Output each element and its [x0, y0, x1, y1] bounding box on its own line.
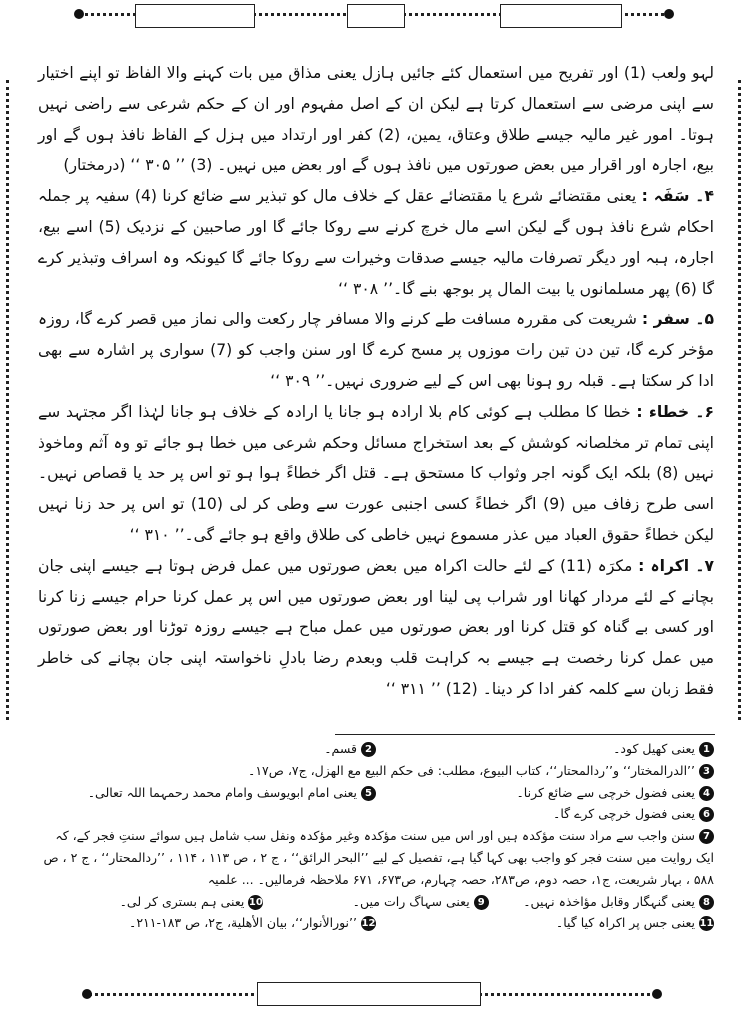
main-text [38, 58, 714, 705]
footnote-number: 7 [699, 829, 714, 844]
footnote-number: 9 [474, 895, 489, 910]
paragraph-lead: ۵۔ سفر : [641, 310, 714, 329]
footnote-text: قسم۔ [324, 741, 357, 756]
footnotes [38, 738, 714, 934]
footnote-text: یعنی ہم بستری کر لی۔ [119, 893, 245, 909]
footnote-6 [38, 803, 714, 825]
footnote-number: 8 [699, 895, 714, 910]
footnote-4 [376, 782, 714, 804]
header-box-center [347, 4, 405, 28]
footnote-8 [489, 891, 714, 913]
footnote-5 [38, 782, 376, 804]
paragraph-ikrah [38, 551, 714, 705]
footer-left-ornament [82, 989, 92, 999]
footnote-number: 6 [699, 807, 714, 822]
footer-box [257, 982, 481, 1006]
footnote-separator [335, 734, 715, 735]
paragraph-body: یعنی مقتضائے شرع یا مقتضائے عقل کے خلاف مال کو تبذیر سے ضائع کرنا (4) سفیہ پر جملہ احکام شرع نافذ ہوں گے لیکن اسے مال خرچ کرنے سے روکا جائے گا اور صاحبین کے نزدیک (5) اسے بیع، اجارہ، ہبہ اور دیگر تصرفات مالیہ جیسے صدقات وخیرات سے روکا جائے گا کیونکہ وہ اسراف وتبذیر کرے گا (6) پھر مسلمانوں یا بیت المال پر بوجھ بنے گا۔’’ ۳۰۸ ‘‘ [38, 187, 714, 298]
footnote-text: یعنی کھیل کود۔ [613, 741, 695, 756]
footer-right-ornament [652, 989, 662, 999]
footnote-11 [376, 912, 714, 934]
right-dotted-border [738, 80, 741, 720]
paragraph-safah [38, 181, 714, 304]
paragraph-body: خطا کا مطلب ہے کوئی کام بلا ارادہ ہو جانا یا ارادہ کے خلاف ہو جانا لہٰذا اگر مجتہد سے اپنی تمام تر مخلصانہ کوشش کے بعد استخراج مسائل وحکم شرعی میں خطا ہو جائے تو وہ آثم وماخوذ نہیں (8) بلکہ ایک گونہ اجر وثواب کا مستحق ہے۔ قتل اگر خطاءً ہوا ہو تو اس پر حد یا قصاص نہیں۔ اسی طرح زفاف میں (9) اگر خطاءً کسی اجنبی عورت سے وطی کر لی (10) تو اس پر حد زنا نہیں لیکن خطاءً حقوق العباد میں عذر مسموع نہیں خاطی کی طلاق واقع ہو جائے گی۔’’ ۳۱۰ ‘‘ [38, 402, 715, 544]
header-box-left [500, 4, 622, 28]
footnote-text: ’’نورالأنوار‘‘، بیان الأهلیة، ج۲، ص ۱۸۳-۲۱۱۔ [129, 915, 357, 931]
paragraph-hazl [38, 58, 714, 181]
header-right-ornament [664, 9, 674, 19]
footnote-text: یعنی گنہگار وقابل مؤاخذہ نہیں۔ [523, 893, 695, 909]
footnote-row [38, 891, 714, 913]
paragraph-body: لہو ولعب (1) اور تفریح میں استعمال کئے جائیں ہازل یعنی مذاق میں بات کہنے والا الفاظ تو اپنے اختیار سے اپنی مرضی سے استعمال کرتا ہے لیکن ان کے اصل مفہوم اور ان کے حکم شرعی سے راضی نہیں ہوتا۔ امور غیر مالیہ جیسے طلاق وعتاق، یمین، (2) کفر اور ارتداد میں ہزل کے الفاظ نافذ ہوں گے اور بیع، اجارہ اور اقرار میں بعض صورتوں میں نافذ ہوں گے اور بعض میں نہیں۔ (3) ’’ ۳۰۵ ‘‘ (درمختار) [38, 64, 715, 175]
footnote-number: 4 [699, 786, 714, 801]
footnote-text: یعنی امام ابویوسف وامام محمد رحمہما اللہ تعالی۔ [87, 784, 357, 800]
footnote-text: ’’الدرالمختار‘‘ و’’ردالمحتار‘‘، کتاب البیوع، مطلب: فی حکم البیع مع الهزل، ج۷، ص۱۷۔ [247, 762, 695, 778]
header-left-ornament [74, 9, 84, 19]
footnote-1 [376, 738, 714, 760]
footnote-2 [38, 738, 376, 760]
footnote-7 [38, 825, 714, 890]
left-dotted-border [6, 80, 9, 720]
paragraph-lead: ۶۔ خطاء : [636, 402, 714, 421]
footnote-3 [38, 760, 714, 782]
footnote-number: 11 [699, 918, 714, 930]
footnote-text: یعنی فضول خرچی کرے گا۔ [553, 806, 695, 822]
footnote-number: 12 [361, 918, 376, 930]
footnote-9 [263, 891, 488, 913]
paragraph-khata [38, 397, 714, 551]
footnote-12 [38, 912, 376, 934]
paragraph-body: شریعت کی مقررہ مسافت طے کرنے والا مسافر چار رکعت والی نماز میں قصر کرے گا، روزہ مؤخر کرے گا، تین دن تین رات موزوں پر مسح کرے گا اور سنن واجب کو (7) سواری پر اشارہ سے بھی ادا کر سکتا ہے۔ قبلہ رو ہونا بھی اس کے لیے ضروری نہیں۔’’ ۳۰۹ ‘‘ [38, 310, 714, 390]
footnote-text: سنن واجب سے مراد سنت مؤکدہ ہیں اور اس میں سنت مؤکدہ وغیر مؤکدہ ونفل سب شامل ہیں سوائے سنتِ فجر کے، کہ ایک روایت میں سنت فجر کو واجب بھی کہا گیا ہے، تفصیل کے لیے ’’البحر الرائق‘‘ ، ج ۲ ، ص ۱۱۳ ، ۱۱۴ ، ’’ردالمحتار‘‘ ، ج ۲ ، ص ۵۸۸ ، بہار شریعت، ج۱، حصہ دوم، ص۲۸۳، حصہ چہارم، ص۶۷۳، ۶۷۱ ملاحظہ فرمالیں۔ ... علمیہ [43, 828, 714, 887]
footnote-10 [38, 891, 263, 913]
footnote-number: 2 [361, 742, 376, 757]
header-box-right [135, 4, 255, 28]
footnote-number: 5 [361, 786, 376, 801]
footnote-text: یعنی سہاگ رات میں۔ [352, 893, 470, 909]
footnote-number: 10 [248, 896, 263, 908]
paragraph-lead: ۴۔ سَفَہ : [641, 187, 714, 206]
footnote-row [38, 782, 714, 804]
footnote-row [38, 738, 714, 760]
paragraph-body: مکرَہ (11) کے لئے حالت اکراہ میں بعض صورتوں میں عمل فرض ہوتا ہے جیسے اپنی جان بچانے کے لئے مردار کھانا اور شراب پی لینا اور بعض صورتوں میں اس پر عمل کرنا حرام جیسے زنا کرنا اور کسی بے گناہ کو قتل کرنا اور بعض صورتوں میں عمل مباح ہے جیسے روزہ توڑنا اور بعض صورتوں میں عمل کرنا رخصت ہے جیسے بہ کراہت قلب وبعدم رضا بادلِ ناخواستہ اپنی جان بچانے کی خاطر فقط زبان سے کلمہ کفر ادا کر دینا۔ (12) ’’ ۳۱۱ ‘‘ [38, 556, 714, 698]
footnote-number: 3 [699, 764, 714, 779]
footnote-text: یعنی جس پر اکراہ کیا گیا۔ [555, 915, 695, 931]
footnote-number: 1 [699, 742, 714, 757]
footnote-row [38, 912, 714, 934]
paragraph-safar [38, 304, 714, 396]
paragraph-lead: ۷۔ اکراہ : [638, 556, 714, 575]
footnote-text: یعنی فضول خرچی سے ضائع کرنا۔ [516, 784, 695, 800]
